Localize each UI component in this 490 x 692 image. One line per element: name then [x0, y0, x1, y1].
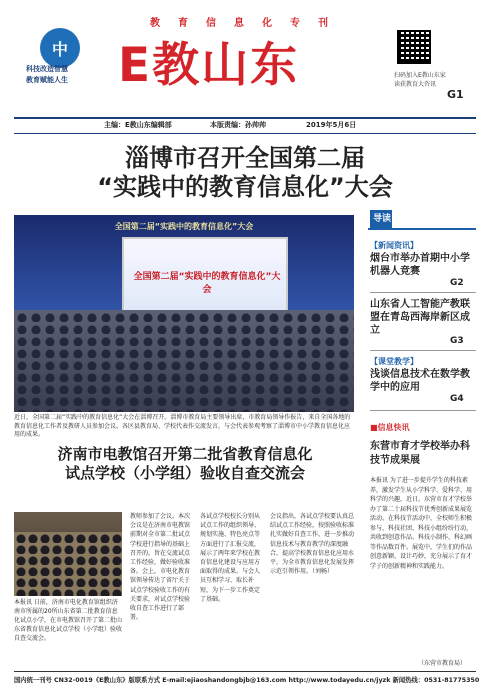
article2-column-1: 教师参加了会议。本次会议是在济南市电教馆前期对全市第二批试点学校进行指导的基础上召开的，旨在交流试点工作经验，做好验收准备。会上，市电化教育馆领导传达了省厅关于试点学校验收工作的有关要求，对试点学校验收自查工作进行了部署。: [130, 513, 191, 622]
sidebar-headline-3[interactable]: 浅谈信息技术在数学教学中的应用: [370, 369, 470, 393]
qr-code-icon[interactable]: [397, 30, 431, 64]
sidebar-category-teaching: 【课堂教学】: [370, 357, 418, 366]
footer-info: 国内统一刊号 CN32-0019《E教山东》版联系方式 E-mail:ejiaoshandongbjb@163.com http://www.todayedu.cn/jyzk 新闻热线：0531-81775350: [14, 677, 480, 684]
meta-rule-bottom: [14, 133, 476, 134]
brief-category: ■信息快讯: [370, 423, 410, 432]
guide-label: 导读: [373, 214, 392, 224]
sidebar-divider: [370, 292, 476, 293]
qr-caption-line-1: 扫码加入E教山东家: [394, 72, 446, 79]
sidebar-headline-2[interactable]: 山东省人工智能产教联盟在青岛西海岸新区成立: [370, 299, 470, 336]
article2-column-3: 会议指出，各试点学校要认真总结试点工作经验，按照验收标准扎实做好自查工作，进一步推动信息技术与教育教学的深度融合，提高学校教育信息化应用水平，为全市教育信息化发展发挥示范引领作用。（刘畅）: [270, 513, 355, 576]
photo-banner-text: 全国第二届“实践中的教育信息化”大会: [114, 222, 254, 231]
sidebar-divider: [370, 350, 476, 351]
slogan-line-2: 教育赋能人生: [26, 76, 68, 84]
meta-date: 2019年5月6日: [306, 121, 357, 129]
meta-chief-editor: 本版责编：孙帅帅: [210, 121, 266, 129]
article2-column-2: 各试点学校校长分别从试点工作的组织领导、规划实施、特色亮点等方面进行了汇报交流，展示了两年来学校在教育信息化建设与应用方面取得的成果。与会人员互相学习、取长补短，为下一步工作奠定了基础。: [200, 513, 261, 603]
article2-photo: [14, 512, 122, 596]
sidebar-headline-1[interactable]: 烟台市举办首期中小学机器人竞赛: [370, 253, 470, 277]
brand-logo-glyph: 中: [51, 39, 68, 59]
meta-editor: 主编：E教山东编辑部: [104, 121, 172, 129]
footer-rule: [14, 671, 476, 672]
masthead-band: 教育信息化专刊: [150, 18, 346, 29]
main-headline: 淄博市召开全国第二届 “实践中的教育信息化”大会: [97, 144, 393, 201]
sidebar-category-news: 【新闻资讯】: [370, 241, 418, 250]
article2-photo-caption: 本报讯 日前，济南市电化教育馆组织济南市所属的20所山东省第二批教育信息化试点小学，在市电教馆召开了第二批山东省教育信息化试点学校（小学组）验收自查交流会。: [14, 599, 123, 642]
slogan-line-1: 科技改造智慧: [26, 65, 68, 73]
newspaper-title: E教山东: [118, 38, 300, 93]
brief-body: 本报讯 为了进一步提升学生的科技素养，激发学生从小学科学、爱科学、用科学的兴趣，近日，东营市育才学校举办了第二十届科技节优秀创新成果展览活动。在科技节活动中，全校师生积极参与，科技社团、科技小组纷纷行动，共收到创意作品、科技小制作、科幻画等作品数百件。展览中，学生们的作品创意新颖、设计巧妙，充分展示了育才学子的创新精神和实践能力。: [370, 477, 473, 570]
conference-photo: [14, 215, 354, 412]
photo-screen: [122, 237, 288, 315]
sidebar-page-3: G4: [450, 394, 464, 404]
page-number: G1: [447, 88, 464, 101]
brief-source: （东营市教育局）: [418, 660, 467, 667]
brand-logo: [40, 28, 80, 68]
article2-photo-audience: [14, 532, 122, 596]
photo-audience: [14, 310, 354, 412]
sidebar-page-2: G3: [450, 336, 464, 346]
brief-title[interactable]: 东营市育才学校举办科技节成果展: [370, 441, 470, 466]
qr-caption-line-2: 读获教育大咨讯: [394, 81, 437, 88]
sidebar-page-1: G2: [450, 278, 464, 288]
article2-title[interactable]: 济南市电教馆召开第二批省教育信息化 试点学校（小学组）验收自查交流会: [57, 445, 313, 482]
photo-caption: 近日，全国第二届“实践中的教育信息化”大会在淄博召开。淄博市教育局主要领导出席，市教育局领导作报告，来自全国各地的教育信息化工作者及教研人员参加会议。各区县教育局、学校代表作交流发言，与会代表参观考察了淄博市中小学教育信息化应用的成果。: [14, 414, 351, 438]
photo-screen-title: 全国第二届“实践中的教育信息化”大会: [133, 272, 281, 295]
photo-stage: [14, 215, 354, 310]
meta-rule-top: [14, 117, 476, 119]
sidebar-divider: [370, 410, 476, 411]
